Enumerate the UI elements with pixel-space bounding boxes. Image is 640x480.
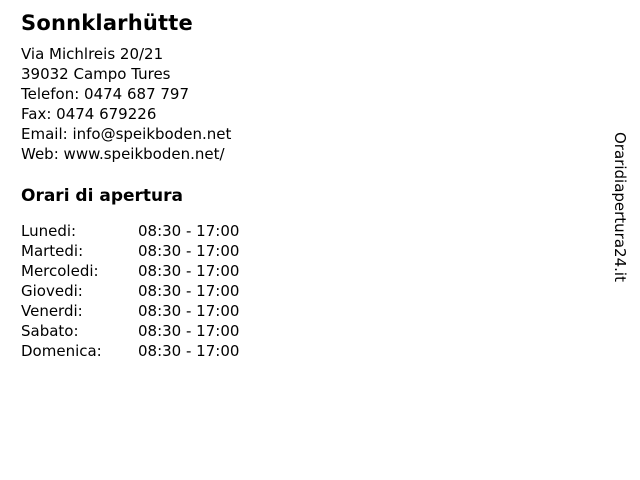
day-cell: Domenica: [21,342,102,360]
email-line [21,124,640,144]
email-value: info@speikboden.net [72,125,232,143]
web-value: www.speikboden.net/ [63,145,225,163]
opening-hours-table [21,221,239,361]
fax-line [21,104,640,124]
page-title: Sonnklarhütte [21,11,193,35]
day-cell: Giovedi: [21,282,83,300]
time-cell: 08:30 - 17:00 [138,342,240,360]
time-cell: 08:30 - 17:00 [138,302,240,320]
day-cell: Lunedi: [21,222,77,240]
watermark-vertical-text: Oraridiapertura24.it [611,132,629,282]
phone-label: Telefon: [21,85,80,103]
day-cell: Sabato: [21,322,79,340]
hours-row [21,321,239,341]
day-cell: Venerdi: [21,302,83,320]
hours-row [21,261,239,281]
contact-block [21,44,640,164]
web-label: Web: [21,145,59,163]
fax-value: 0474 679226 [56,105,157,123]
phone-line [21,84,640,104]
address-line-city: 39032 Campo Tures [21,65,171,83]
time-cell: 08:30 - 17:00 [138,262,240,280]
phone-value: 0474 687 797 [84,85,190,103]
hours-row [21,241,239,261]
hours-row [21,341,239,361]
time-cell: 08:30 - 17:00 [138,322,240,340]
email-label: Email: [21,125,68,143]
time-cell: 08:30 - 17:00 [138,242,240,260]
hours-row [21,221,239,241]
day-cell: Mercoledi: [21,262,99,280]
time-cell: 08:30 - 17:00 [138,222,240,240]
web-line [21,144,640,164]
fax-label: Fax: [21,105,52,123]
opening-hours-title: Orari di apertura [21,186,183,206]
hours-row [21,301,239,321]
day-cell: Martedi: [21,242,84,260]
time-cell: 08:30 - 17:00 [138,282,240,300]
hours-row [21,281,239,301]
address-line-street: Via Michlreis 20/21 [21,45,164,63]
